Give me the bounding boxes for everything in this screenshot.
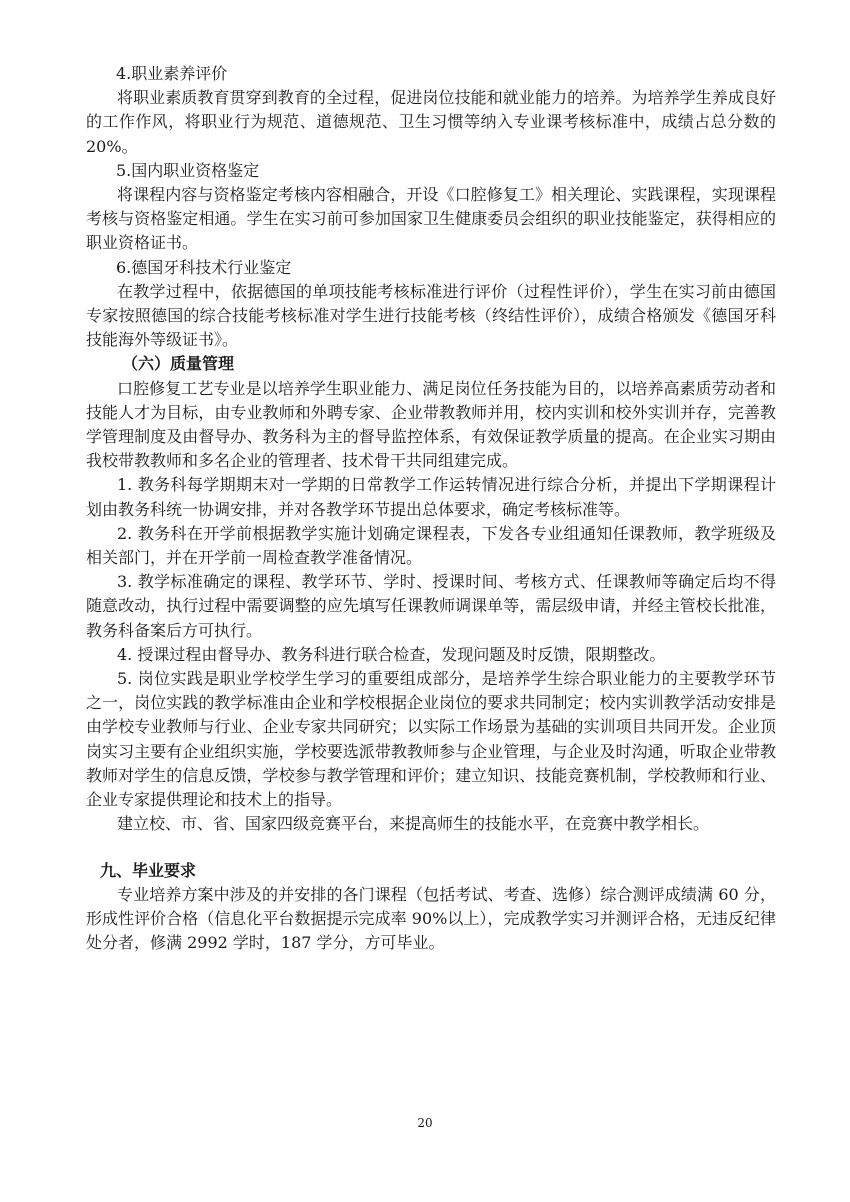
- paragraph: 将课程内容与资格鉴定考核内容相融合，开设《口腔修复工》相关理论、实践课程，实现课程考核与资格鉴定相通。学生在实习前可参加国家卫生健康委员会组织的职业技能鉴定，获得相应的职业资格证书。: [86, 185, 776, 253]
- document-body: [86, 62, 776, 955]
- page-number: 20: [417, 1116, 433, 1130]
- paragraph: 将职业素质教育贯穿到教育的全过程，促进岗位技能和就业能力的培养。为培养学生养成良好的工作作风，将职业行为规范、道德规范、卫生习惯等纳入专业课考核标准中，成绩占总分数的 20%。: [86, 88, 776, 156]
- paragraph: 建立校、市、省、国家四级竞赛平台，来提高师生的技能水平，在竞赛中教学相长。: [117, 814, 710, 834]
- list-item: 2. 教务科在开学前根据教学实施计划确定课程表，下发各专业组通知任课教师，教学班级及相关部门，并在开学前一周检查教学准备情况。: [86, 523, 776, 568]
- paragraph: 专业培养方案中涉及的并安排的各门课程（包括考试、考查、选修）综合测评成绩满 60 分，形成性评价合格（信息化平台数据提示完成率 90%以上），完成教学实习并测评合格，无违反纪律处分者，修满 2992 学时，187 学分，方可毕业。: [86, 884, 776, 953]
- chapter-heading: 九、毕业要求: [100, 860, 197, 880]
- subsection-heading: 6.德国牙科技术行业鉴定: [116, 257, 292, 277]
- section-heading: （六）质量管理: [122, 354, 235, 374]
- list-item: 3. 教学标准确定的课程、教学环节、学时、授课时间、考核方式、任课教师等确定后均不得随意改动，执行过程中需要调整的应先填写任课教师调课单等，需层级申请，并经主管校长批准，教务科备案后方可执行。: [86, 572, 776, 640]
- subsection-heading: 4.职业素养评价: [116, 64, 228, 83]
- list-item: 1. 教务科每学期期末对一学期的日常教学工作运转情况进行综合分析，并提出下学期课程计划由教务科统一协调安排，并对各教学环节提出总体要求，确定考核标准等。: [86, 475, 776, 519]
- subsection-heading: 5.国内职业资格鉴定: [116, 160, 260, 180]
- paragraph: 口腔修复工艺专业是以培养学生职业能力、满足岗位任务技能为目的，以培养高素质劳动者和技能人才为目标，由专业教师和外聘专家、企业带教教师并用，校内实训和校外实训并存，完善教学管理制度及由督导办、教务科为主的督导监控体系，有效保证教学质量的提高。在企业实习期由我校带教教师和多名企业的管理者、技术骨干共同组建完成。: [86, 378, 776, 471]
- paragraph: 在教学过程中，依据德国的单项技能考核标准进行评价（过程性评价），学生在实习前由德国专家按照德国的综合技能考核标准对学生进行技能考核（终结性评价），成绩合格颁发《德国牙科技能海外等级证书》。: [86, 281, 776, 350]
- list-item: 5. 岗位实践是职业学校学生学习的重要组成部分，是培养学生综合职业能力的主要教学环节之一，岗位实践的教学标准由企业和学校根据企业岗位的要求共同制定；校内实训教学活动安排是由学校专业教师与行业、企业专家共同研究；以实际工作场景为基础的实训项目共同开发。企业顶岗实习主要有企业组织实施，学校要选派带教教师参与企业管理，与企业及时沟通，听取企业带教教师对学生的信息反馈，学校参与教学管理和评价；建立知识、技能竞赛机制，学校教师和行业、企业专家提供理论和技术上的指导。: [86, 669, 776, 810]
- list-item: 4. 授课过程由督导办、教务科进行联合检查，发现问题及时反馈，限期整改。: [117, 644, 666, 664]
